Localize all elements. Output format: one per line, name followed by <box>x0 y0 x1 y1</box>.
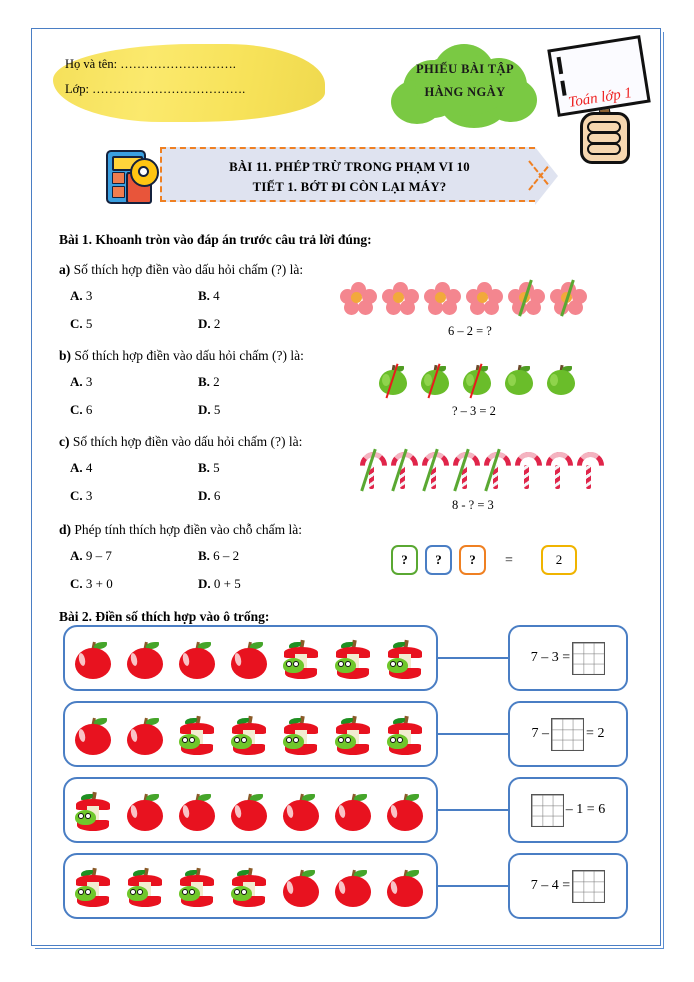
question-b-prompt <box>59 348 304 364</box>
lesson-title-line2: TIẾT 1. BỚT ĐI CÒN LẠI MÁY? <box>252 179 447 194</box>
question-d-option-D[interactable] <box>198 576 241 592</box>
option-value: 4 <box>213 288 220 303</box>
option-label: C. <box>70 316 83 331</box>
option-label: D. <box>198 316 211 331</box>
option-value: 3 <box>85 374 93 389</box>
flower-icon <box>340 282 374 314</box>
eaten-apple-with-worm-icon <box>333 640 373 680</box>
question-a-key: a) <box>59 262 71 277</box>
cloud-badge <box>385 38 545 130</box>
option-label: C. <box>70 576 83 591</box>
option-label: B. <box>198 288 210 303</box>
hand-icon <box>580 112 630 164</box>
sign-label: Toán lớp 1 <box>567 85 634 111</box>
question-a-illustration <box>340 282 630 322</box>
question-a-equation: 6 – 2 = ? <box>448 324 492 338</box>
eaten-apple-with-worm-icon <box>281 640 321 680</box>
whole-apple-icon <box>125 640 165 680</box>
row-connector-line <box>438 733 508 735</box>
whole-apple-icon <box>281 792 321 832</box>
option-value: 6 – 2 <box>213 548 240 563</box>
eaten-apple-with-worm-icon <box>73 868 113 908</box>
lesson-title-line1: BÀI 11. PHÉP TRỪ TRONG PHẠM VI 10 <box>229 159 470 174</box>
lesson-title-banner <box>160 147 535 202</box>
eaten-apple-with-worm-icon <box>73 792 113 832</box>
blank-answer-cell[interactable] <box>551 718 584 751</box>
question-d-key: d) <box>59 522 72 537</box>
apple-group-row <box>63 777 438 843</box>
option-label: D. <box>198 488 211 503</box>
question-a-option-A[interactable] <box>70 288 92 304</box>
question-a-option-B[interactable] <box>198 288 220 304</box>
question-d-option-B[interactable] <box>198 548 239 564</box>
eaten-apple-with-worm-icon <box>385 716 425 756</box>
answer-equation-box[interactable] <box>508 777 628 843</box>
question-a-option-D[interactable] <box>198 316 220 332</box>
hand-sign-illustration <box>546 40 664 158</box>
eaten-apple-with-worm-icon <box>229 868 269 908</box>
whole-apple-icon <box>385 868 425 908</box>
option-label: A. <box>70 548 83 563</box>
option-label: B. <box>198 374 210 389</box>
cloud-title-line1: PHIẾU BÀI TẬP <box>415 62 515 76</box>
question-d-text: Phép tính thích hợp điền vào chỗ chấm là: <box>74 522 302 537</box>
question-a-prompt <box>59 262 303 278</box>
question-c-text: Số thích hợp điền vào dấu hỏi chấm (?) là: <box>72 434 303 449</box>
eaten-apple-with-worm-icon <box>333 716 373 756</box>
whole-apple-icon <box>125 792 165 832</box>
whole-apple-icon <box>229 792 269 832</box>
question-d-option-A[interactable] <box>70 548 112 564</box>
question-d-option-C[interactable] <box>70 576 113 592</box>
equation-suffix: – 1 = 6 <box>565 802 606 817</box>
question-c-key: c) <box>59 434 70 449</box>
flower-icon <box>424 282 458 314</box>
whole-apple-icon <box>333 792 373 832</box>
question-b-option-D[interactable] <box>198 402 220 418</box>
calculator-gear-icon <box>100 148 158 204</box>
apple-group-row <box>63 853 438 919</box>
option-value: 4 <box>85 460 93 475</box>
equation-prefix: 7 – 4 = <box>530 878 571 893</box>
option-value: 9 – 7 <box>85 548 112 563</box>
whole-apple-icon <box>73 716 113 756</box>
student-name-field[interactable]: Họ và tên: ………………………. <box>65 57 236 71</box>
question-c-prompt <box>59 434 302 450</box>
eaten-apple-with-worm-icon <box>229 716 269 756</box>
eaten-apple-with-worm-icon <box>281 716 321 756</box>
question-c-option-D[interactable] <box>198 488 220 504</box>
whole-apple-icon <box>177 792 217 832</box>
question-c-option-A[interactable] <box>70 460 92 476</box>
whole-apple-icon <box>333 868 373 908</box>
question-b-option-C[interactable] <box>70 402 92 418</box>
option-label: B. <box>198 460 210 475</box>
flower-icon <box>382 282 416 314</box>
candy-cane-icon <box>544 452 565 490</box>
row-connector-line <box>438 885 508 887</box>
question-d-prompt <box>59 522 302 538</box>
question-b-text: Số thích hợp điền vào dấu hỏi chấm (?) là: <box>74 348 304 363</box>
option-label: C. <box>70 402 83 417</box>
exercise-2-heading: Bài 2. Điền số thích hợp vào ô trống: <box>59 609 270 624</box>
answer-equation-box[interactable] <box>508 853 628 919</box>
equation-prefix: 7 – 3 = <box>530 650 571 665</box>
blank-answer-cell[interactable] <box>572 870 605 903</box>
option-label: A. <box>70 374 83 389</box>
question-b-option-B[interactable] <box>198 374 220 390</box>
whole-apple-icon <box>385 792 425 832</box>
cloud-title-line2: HÀNG NGÀY <box>424 85 506 99</box>
green-apple-icon <box>504 365 534 395</box>
option-label: D. <box>198 576 211 591</box>
question-b-option-A[interactable] <box>70 374 92 390</box>
whole-apple-icon <box>229 640 269 680</box>
whole-apple-icon <box>177 640 217 680</box>
option-value: 2 <box>213 316 221 331</box>
question-b-illustration <box>378 365 628 399</box>
question-b-key: b) <box>59 348 72 363</box>
question-d-box-3[interactable]: ? <box>459 545 486 575</box>
question-c-option-B[interactable] <box>198 460 220 476</box>
eaten-apple-with-worm-icon <box>177 868 217 908</box>
apple-group-row <box>63 625 438 691</box>
option-value: 6 <box>85 402 93 417</box>
equation-prefix: 7 – <box>531 726 550 741</box>
option-value: 3 <box>85 288 93 303</box>
whole-apple-icon <box>281 868 321 908</box>
option-value: 2 <box>213 374 220 389</box>
option-label: A. <box>70 460 83 475</box>
flower-icon <box>466 282 500 314</box>
option-value: 3 <box>85 488 93 503</box>
option-value: 3 + 0 <box>85 576 113 591</box>
blank-answer-cell[interactable] <box>531 794 564 827</box>
answer-equation-box[interactable] <box>508 625 628 691</box>
answer-equation-box[interactable] <box>508 701 628 767</box>
cloud-title <box>385 58 545 104</box>
eaten-apple-with-worm-icon <box>125 868 165 908</box>
question-a-text: Số thích hợp điền vào dấu hỏi chấm (?) là: <box>73 262 304 277</box>
candy-cane-icon <box>513 452 534 490</box>
blank-answer-cell[interactable] <box>572 642 605 675</box>
option-label: D. <box>198 402 211 417</box>
candy-cane-icon <box>575 452 596 490</box>
option-value: 5 <box>85 316 93 331</box>
student-info-fields <box>65 52 325 102</box>
question-d-result-box: 2 <box>541 545 577 575</box>
eaten-apple-with-worm-icon <box>177 716 217 756</box>
row-connector-line <box>438 657 508 659</box>
eaten-apple-with-worm-icon <box>385 640 425 680</box>
question-d-equals-sign: = <box>505 553 513 568</box>
option-label: B. <box>198 548 210 563</box>
whole-apple-icon <box>125 716 165 756</box>
question-b-equation: ? – 3 = 2 <box>452 404 496 418</box>
row-connector-line <box>438 809 508 811</box>
exercise-1-heading: Bài 1. Khoanh tròn vào đáp án trước câu trả lời đúng: <box>59 232 372 247</box>
option-value: 5 <box>213 460 220 475</box>
question-a-option-C[interactable] <box>70 316 92 332</box>
question-c-equation: 8 - ? = 3 <box>452 498 494 512</box>
worksheet-header <box>31 30 661 145</box>
student-class-field[interactable]: Lớp: ………………………………. <box>65 82 246 96</box>
whole-apple-icon <box>73 640 113 680</box>
question-d-box-2[interactable]: ? <box>425 545 452 575</box>
option-label: A. <box>70 288 83 303</box>
option-label: C. <box>70 488 83 503</box>
option-value: 6 <box>213 488 221 503</box>
option-value: 5 <box>213 402 221 417</box>
equation-suffix: = 2 <box>586 726 605 741</box>
apple-group-row <box>63 701 438 767</box>
question-c-option-C[interactable] <box>70 488 92 504</box>
question-d-box-1[interactable]: ? <box>391 545 418 575</box>
green-apple-icon <box>546 365 576 395</box>
option-value: 0 + 5 <box>213 576 241 591</box>
question-c-illustration <box>358 452 628 494</box>
